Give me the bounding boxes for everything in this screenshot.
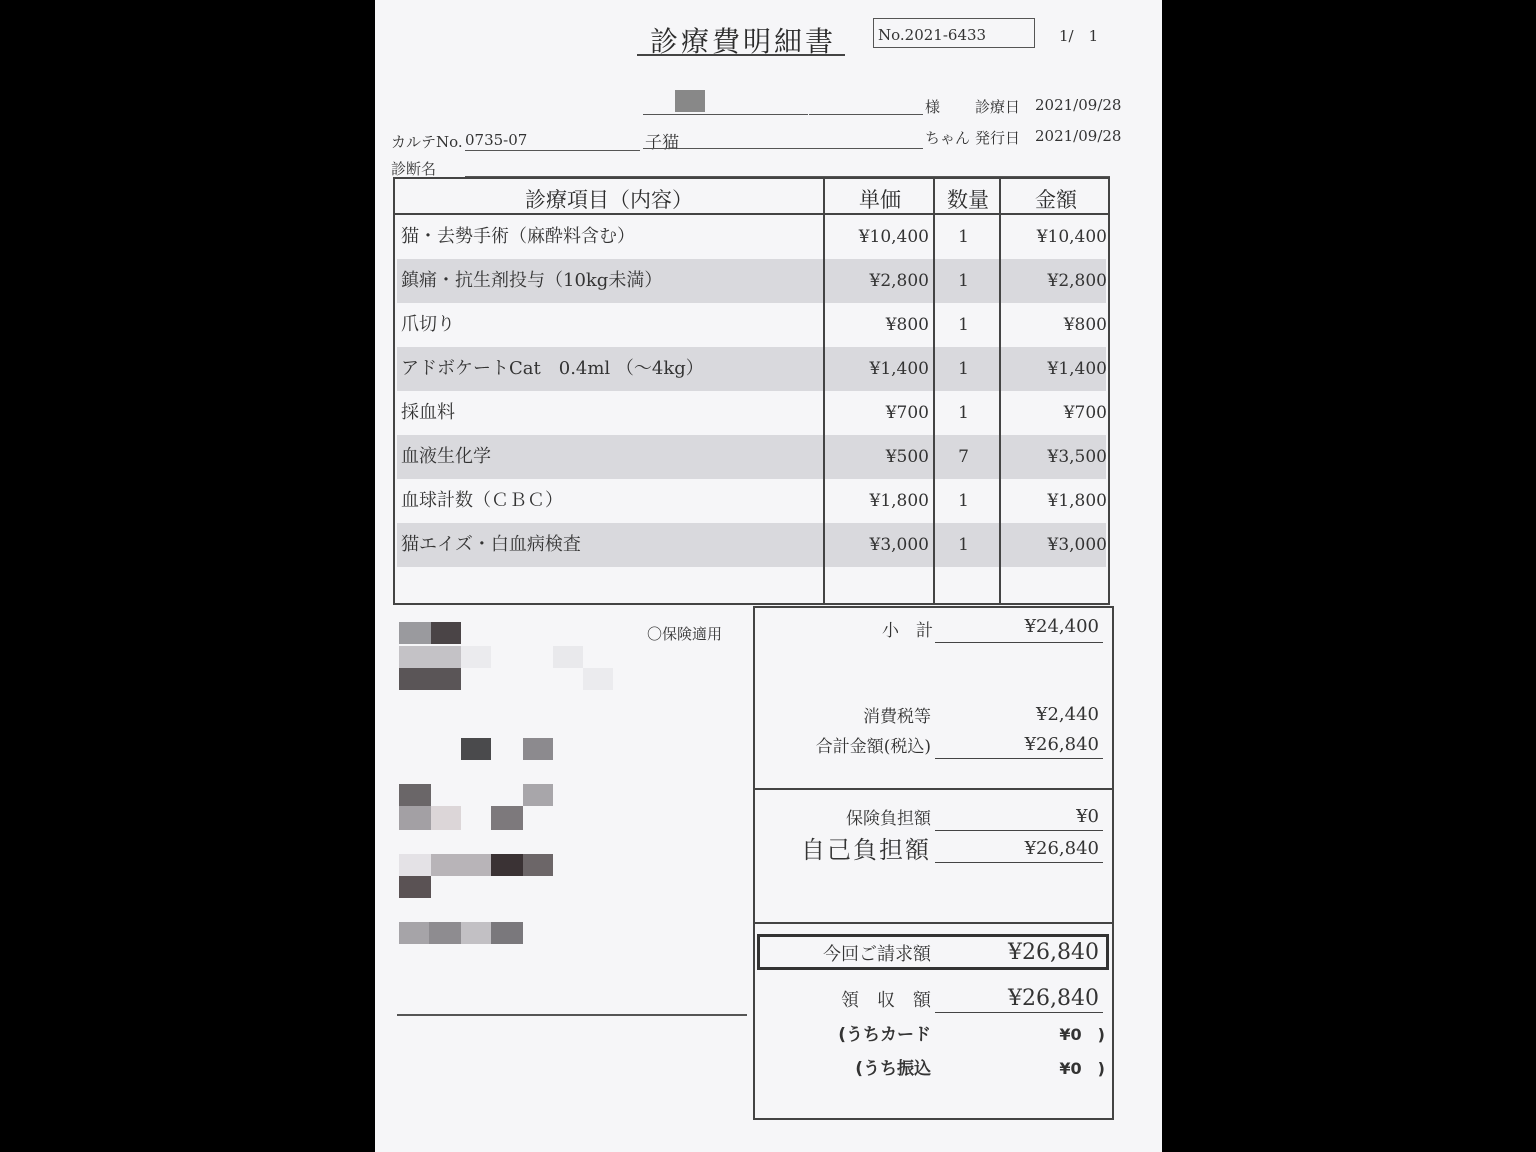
unit-price: ¥2,800 (869, 271, 929, 291)
header-quantity: 数量 (947, 188, 989, 212)
pet-name-line (643, 148, 923, 149)
insurance-note: 〇保険適用 (647, 625, 723, 643)
self-pay-underline (935, 862, 1103, 863)
quantity: 1 (958, 491, 969, 511)
unit-price: ¥3,000 (869, 535, 929, 555)
item-name: 爪切り (401, 314, 455, 335)
transfer-label: (うち振込 (855, 1059, 931, 1079)
diagnosis-label: 診断名 (391, 160, 437, 178)
owner-name-line-2 (809, 114, 923, 115)
card-label: (うちカード (838, 1025, 931, 1045)
pet-name: 子猫 (645, 133, 679, 153)
visit-date: 2021/09/28 (1035, 96, 1122, 114)
received-amount-value: ¥26,840 (1008, 986, 1099, 1011)
total-value: ¥26,840 (1024, 734, 1099, 755)
document-title: 診療費明細書 (650, 25, 837, 58)
self-pay-label: 自己負担額 (801, 836, 931, 864)
page-indicator: 1/ 1 (1059, 27, 1099, 45)
item-name: 猫エイズ・白血病検査 (401, 534, 581, 555)
left-bottom-line (397, 1014, 747, 1016)
total-underline (935, 758, 1103, 759)
amount: ¥1,800 (1047, 491, 1107, 511)
card-value: ¥0 ) (1059, 1025, 1105, 1044)
header-item: 診療項目（内容） (525, 188, 693, 212)
total-label: 合計金額(税込) (815, 737, 931, 757)
item-name: 血液生化学 (401, 446, 491, 467)
tax-label: 消費税等 (863, 707, 931, 727)
item-name: アドボケートCat 0.4ml （～4kg） (401, 358, 704, 379)
owner-name-line (643, 114, 808, 115)
subtotal-label: 小 計 (882, 621, 933, 641)
invoice-paper (375, 0, 1162, 1152)
header-unit-price: 単価 (859, 188, 901, 212)
quantity: 1 (958, 271, 969, 291)
chart-number-line (465, 150, 640, 151)
unit-price: ¥500 (885, 447, 929, 467)
itemized-table (393, 177, 1110, 605)
redacted-owner-name (675, 90, 705, 112)
column-divider (999, 179, 1001, 603)
received-amount-label: 領 収 額 (841, 990, 931, 1011)
insurance-underline (935, 830, 1103, 831)
unit-price: ¥10,400 (858, 227, 929, 247)
summary-divider (755, 922, 1112, 924)
chart-number: 0735-07 (465, 131, 528, 149)
insurance-amount-value: ¥0 (1076, 806, 1099, 827)
unit-price: ¥700 (885, 403, 929, 423)
chart-number-label: カルテNo. (391, 133, 463, 151)
amount: ¥2,800 (1047, 271, 1107, 291)
self-pay-value: ¥26,840 (1024, 838, 1099, 859)
unit-price: ¥1,800 (869, 491, 929, 511)
billed-amount-label: 今回ご請求額 (823, 944, 931, 965)
summary-box (753, 606, 1114, 1120)
unit-price: ¥800 (885, 315, 929, 335)
item-name: 鎮痛・抗生剤投与（10kg未満） (401, 270, 663, 291)
title-underline (637, 54, 845, 56)
transfer-value: ¥0 ) (1059, 1059, 1105, 1078)
column-divider (823, 179, 825, 603)
sama-label: 様 (925, 98, 941, 116)
chan-label: ちゃん (925, 129, 971, 147)
amount: ¥800 (1063, 315, 1107, 335)
quantity: 1 (958, 535, 969, 555)
issue-date-label: 発行日 (975, 129, 1021, 147)
amount: ¥1,400 (1047, 359, 1107, 379)
visit-date-label: 診療日 (975, 98, 1021, 116)
unit-price: ¥1,400 (869, 359, 929, 379)
item-name: 猫・去勢手術（麻酔料含む） (401, 226, 635, 247)
quantity: 1 (958, 403, 969, 423)
quantity: 7 (958, 447, 969, 467)
column-divider (933, 179, 935, 603)
tax-value: ¥2,440 (1036, 704, 1099, 725)
header-amount: 金額 (1035, 188, 1077, 212)
amount: ¥10,400 (1036, 227, 1107, 247)
amount: ¥700 (1063, 403, 1107, 423)
issue-date: 2021/09/28 (1035, 127, 1122, 145)
subtotal-value: ¥24,400 (1024, 616, 1099, 637)
quantity: 1 (958, 227, 969, 247)
document-number: No.2021-6433 (873, 18, 1035, 48)
item-name: 採血料 (401, 402, 455, 423)
subtotal-underline (935, 642, 1103, 643)
quantity: 1 (958, 315, 969, 335)
received-underline (935, 1012, 1103, 1013)
insurance-amount-label: 保険負担額 (846, 809, 931, 829)
summary-divider (755, 788, 1112, 790)
item-name: 血球計数（ＣＢＣ） (401, 490, 563, 511)
billed-amount-value: ¥26,840 (1008, 940, 1099, 965)
amount: ¥3,000 (1047, 535, 1107, 555)
amount: ¥3,500 (1047, 447, 1107, 467)
quantity: 1 (958, 359, 969, 379)
